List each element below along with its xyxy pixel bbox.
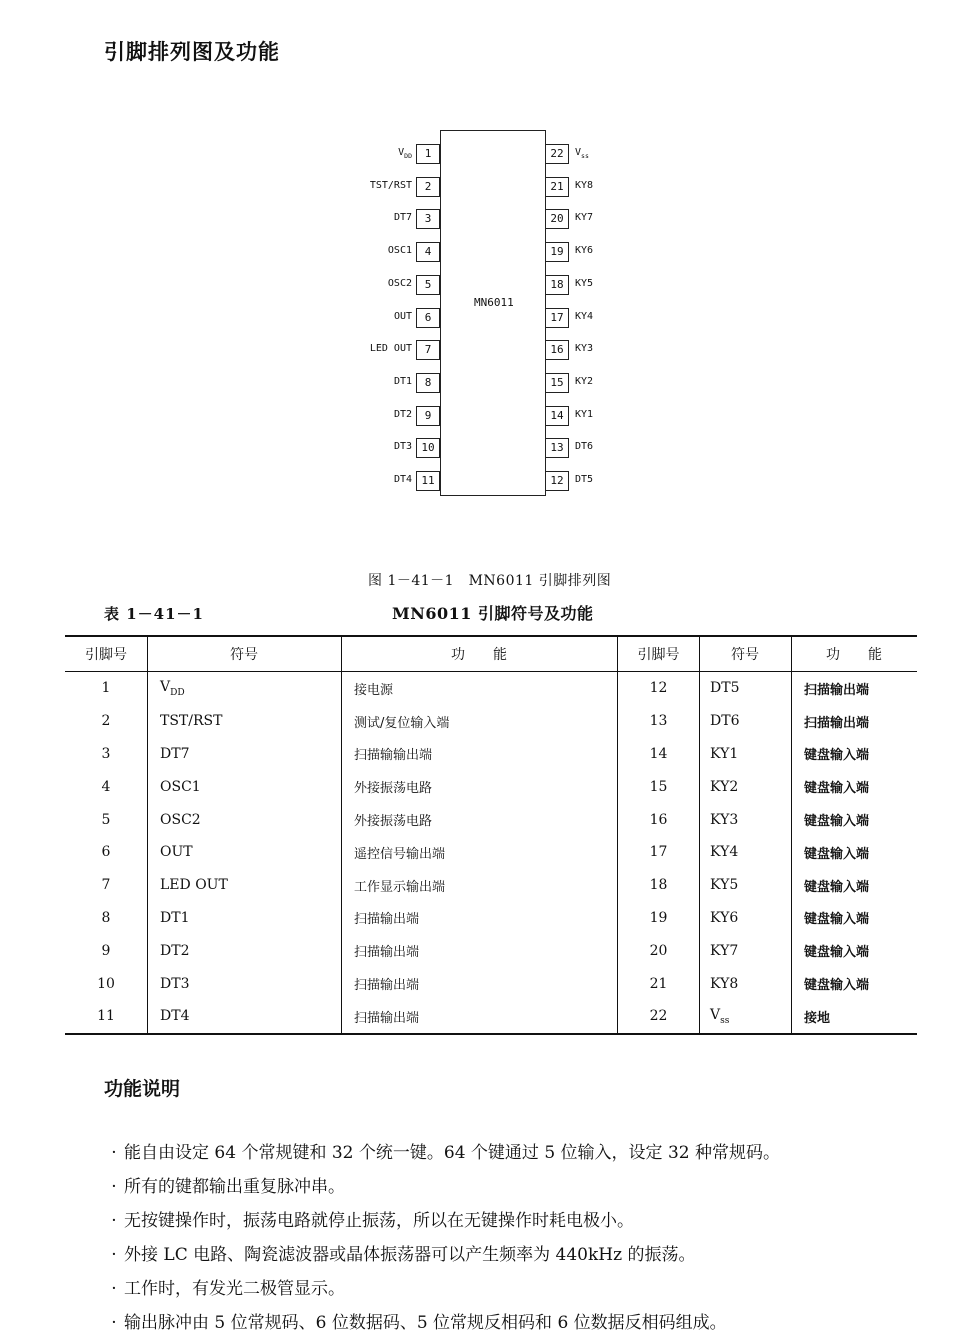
pin-number-left: 3	[416, 209, 440, 229]
cell-function-2: 键盘输入端	[792, 967, 918, 1000]
list-item-text: 无按键操作时，振荡电路就停止振荡，所以在无键操作时耗电极小。	[124, 1211, 634, 1231]
cell-function: 工作显示输出端	[342, 869, 618, 902]
pin-symbol-right: KY3	[575, 343, 594, 354]
cell-function-2: 接地	[792, 1000, 918, 1034]
cell-symbol-2: KY7	[700, 934, 792, 967]
cell-symbol-2: KY8	[700, 967, 792, 1000]
pin-number-right: 13	[545, 438, 569, 458]
cell-function-2: 扫描输出端	[792, 672, 918, 705]
cell-symbol: TST/RST	[148, 705, 342, 738]
cell-function-2: 键盘输入端	[792, 836, 918, 869]
pin-number-left: 8	[416, 373, 440, 393]
table-title: MN6011 引脚符号及功能	[392, 604, 594, 623]
table-row	[65, 770, 917, 803]
cell-function: 扫描输出端	[342, 1000, 618, 1034]
cell-function-2: 扫描输出端	[792, 705, 918, 738]
cell-symbol-2: KY2	[700, 770, 792, 803]
cell-pin-number: 8	[101, 909, 111, 926]
cell-pin-number-2: 18	[618, 869, 700, 902]
cell-symbol-2: $V_{ss}$	[700, 1000, 792, 1034]
cell-function-2: 键盘输入端	[792, 770, 918, 803]
cell-pin-number-2: 12	[618, 672, 700, 705]
header-symbol: 符号	[148, 636, 342, 672]
pin-number-right: 20	[545, 209, 569, 229]
pin-symbol-right: KY2	[575, 376, 594, 387]
pin-symbol-right: KY6	[575, 245, 594, 256]
bullet-icon: ·	[111, 1143, 117, 1163]
pin-number-left: 4	[416, 242, 440, 262]
cell-symbol-2: KY6	[700, 902, 792, 935]
pin-number-right: 17	[545, 308, 569, 328]
cell-symbol-2: KY4	[700, 836, 792, 869]
list-item	[104, 1138, 944, 1172]
bullet-icon: ·	[111, 1177, 117, 1197]
cell-pin-number: 2	[101, 713, 111, 730]
pin-symbol-right: $V_{ss}$	[575, 147, 589, 160]
pin-symbol-left: OSC1	[387, 245, 412, 256]
table-row	[65, 803, 917, 836]
header-pin-number-2: 引脚号	[618, 636, 700, 672]
cell-function: 扫描输出端	[342, 902, 618, 935]
pin-number-right: 18	[545, 275, 569, 295]
list-item-text: 输出脉冲由 5 位常规码、6 位数据码、5 位常规反相码和 6 位数据反相码组成。	[124, 1313, 727, 1333]
cell-symbol: OSC2	[148, 803, 342, 836]
pin-number-left: 9	[416, 406, 440, 426]
pin-symbol-right: KY8	[575, 180, 594, 191]
cell-symbol: OSC1	[148, 770, 342, 803]
cell-pin-number: 4	[101, 778, 111, 795]
pin-number-left: 2	[416, 177, 440, 197]
cell-symbol-2: DT5	[700, 672, 792, 705]
pin-number-right: 12	[545, 471, 569, 491]
cell-function: 外接振荡电路	[342, 770, 618, 803]
pin-symbol-left: DT4	[393, 474, 412, 485]
cell-symbol-2: KY3	[700, 803, 792, 836]
cell-pin-number: 9	[101, 942, 111, 959]
list-item	[104, 1206, 944, 1240]
cell-pin-number-2: 17	[618, 836, 700, 869]
pin-number-left: 10	[416, 438, 440, 458]
cell-pin-number-2: 13	[618, 705, 700, 738]
pin-symbol-left: OSC2	[387, 278, 412, 289]
cell-pin-number-2: 15	[618, 770, 700, 803]
cell-pin-number-2: 21	[618, 967, 700, 1000]
pin-number-right: 19	[545, 242, 569, 262]
cell-pin-number: 3	[101, 745, 111, 762]
pin-symbol-right: DT5	[575, 474, 594, 485]
cell-pin-number: 10	[97, 975, 115, 992]
cell-symbol-2: DT6	[700, 705, 792, 738]
table-header-row	[65, 636, 917, 672]
table-row	[65, 902, 917, 935]
table-row	[65, 836, 917, 869]
pin-function-table	[65, 635, 917, 1035]
cell-symbol-2: KY1	[700, 738, 792, 771]
pin-symbol-right: KY5	[575, 278, 594, 289]
cell-pin-number-2: 20	[618, 934, 700, 967]
table-row	[65, 934, 917, 967]
list-item-text: 能自由设定 64 个常规键和 32 个统一键。64 个键通过 5 位输入，设定 32 种常规码。	[124, 1143, 780, 1163]
pin-symbol-left: DT1	[393, 376, 412, 387]
pin-number-left: 6	[416, 308, 440, 328]
header-pin-number: 引脚号	[65, 636, 148, 672]
cell-function: 扫描输输出端	[342, 738, 618, 771]
bullet-icon: ·	[111, 1313, 117, 1333]
figure-caption: 图 1－41－1 MN6011 引脚排列图	[368, 573, 612, 589]
cell-function: 外接振荡电路	[342, 803, 618, 836]
bullet-icon: ·	[111, 1245, 117, 1265]
pin-number-left: 7	[416, 340, 440, 360]
cell-pin-number-2: 22	[618, 1000, 700, 1034]
pin-number-left: 11	[416, 471, 440, 491]
bullet-icon: ·	[111, 1279, 117, 1299]
pin-symbol-right: KY1	[575, 409, 594, 420]
cell-symbol: DT2	[148, 934, 342, 967]
list-item	[104, 1172, 944, 1206]
table-number: 表 1－41－1	[104, 605, 204, 623]
cell-pin-number-2: 19	[618, 902, 700, 935]
pin-symbol-left: DT3	[393, 441, 412, 452]
table-row	[65, 672, 917, 705]
cell-pin-number-2: 16	[618, 803, 700, 836]
cell-symbol: DT3	[148, 967, 342, 1000]
table-row	[65, 967, 917, 1000]
list-item	[104, 1274, 944, 1308]
list-item-text: 外接 LC 电路、陶瓷滤波器或晶体振荡器可以产生频率为 440kHz 的振荡。	[124, 1245, 696, 1265]
cell-symbol: OUT	[148, 836, 342, 869]
cell-function-2: 键盘输入端	[792, 934, 918, 967]
pin-symbol-left: $V_{DD}$	[398, 147, 412, 160]
cell-function-2: 键盘输入端	[792, 869, 918, 902]
cell-pin-number-2: 14	[618, 738, 700, 771]
table-row	[65, 705, 917, 738]
pin-symbol-left: OUT	[393, 311, 412, 322]
cell-function: 测试/复位输入端	[342, 705, 618, 738]
cell-function-2: 键盘输入端	[792, 738, 918, 771]
table-row	[65, 1000, 917, 1034]
pin-number-right: 16	[545, 340, 569, 360]
cell-function: 扫描输出端	[342, 934, 618, 967]
cell-symbol: $V_{DD}$	[148, 672, 342, 705]
cell-symbol-2: KY5	[700, 869, 792, 902]
section-title: 功能说明	[104, 1078, 181, 1100]
header-function-2: 功 能	[792, 636, 918, 672]
pin-symbol-right: KY7	[575, 212, 594, 223]
cell-pin-number: 11	[65, 1000, 148, 1034]
cell-symbol: DT7	[148, 738, 342, 771]
cell-function-2: 键盘输入端	[792, 803, 918, 836]
pin-number-right: 14	[545, 406, 569, 426]
cell-pin-number: 5	[101, 811, 111, 828]
bullet-icon: ·	[111, 1211, 117, 1231]
pin-number-left: 1	[416, 144, 440, 164]
cell-function: 接电源	[342, 672, 618, 705]
list-item	[104, 1240, 944, 1274]
header-function: 功 能	[342, 636, 618, 672]
chip-body	[440, 130, 546, 496]
list-item	[104, 1308, 944, 1342]
pin-number-right: 15	[545, 373, 569, 393]
pin-symbol-left: DT2	[393, 409, 412, 420]
cell-pin-number: 7	[101, 877, 111, 894]
feature-list	[104, 1138, 944, 1342]
cell-symbol: LED OUT	[148, 869, 342, 902]
table-row	[65, 738, 917, 771]
cell-function-2: 键盘输入端	[792, 902, 918, 935]
list-item-text: 工作时，有发光二极管显示。	[124, 1279, 345, 1299]
list-item-text: 所有的键都输出重复脉冲串。	[124, 1177, 345, 1197]
cell-function: 遥控信号输出端	[342, 836, 618, 869]
table-row	[65, 869, 917, 902]
pin-number-right: 21	[545, 177, 569, 197]
cell-function: 扫描输出端	[342, 967, 618, 1000]
page-title: 引脚排列图及功能	[104, 40, 280, 64]
pin-symbol-left: LED OUT	[369, 343, 412, 354]
chip-name: MN6011	[474, 296, 514, 309]
cell-symbol: DT4	[148, 1000, 342, 1034]
pin-number-right: 22	[545, 144, 569, 164]
pin-symbol-left: DT7	[393, 212, 412, 223]
cell-symbol: DT1	[148, 902, 342, 935]
header-symbol-2: 符号	[700, 636, 792, 672]
pin-number-left: 5	[416, 275, 440, 295]
pin-symbol-left: TST/RST	[369, 180, 412, 191]
pin-symbol-right: KY4	[575, 311, 594, 322]
cell-pin-number: 6	[101, 844, 111, 861]
pin-symbol-right: DT6	[575, 441, 594, 452]
cell-pin-number: 1	[101, 680, 111, 697]
